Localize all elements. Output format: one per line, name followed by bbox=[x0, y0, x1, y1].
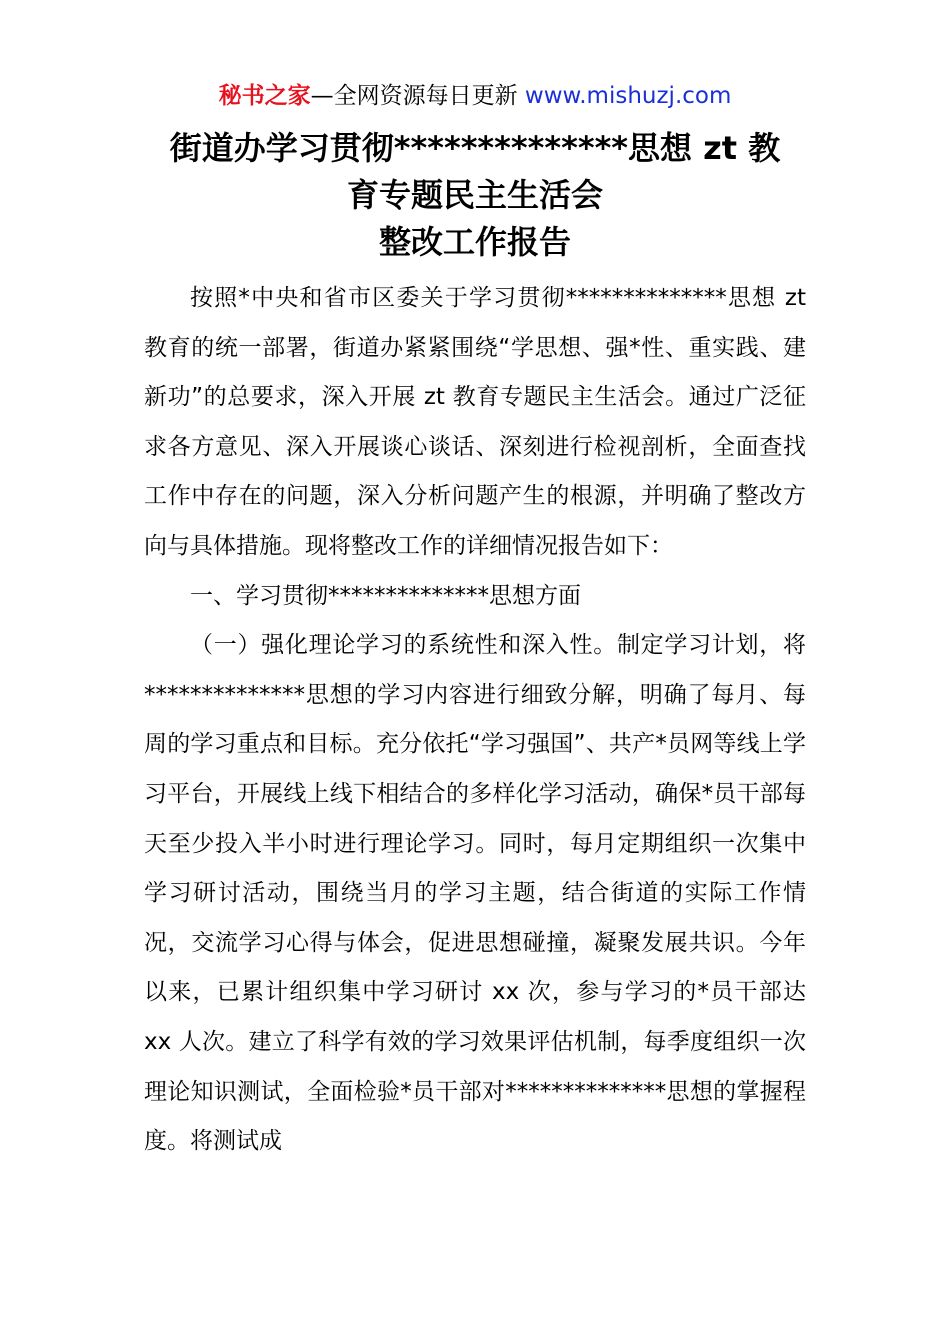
site-header bbox=[0, 80, 950, 112]
site-url-link[interactable]: www.mishuzj.com bbox=[524, 83, 732, 109]
brand-name: 秘书之家 bbox=[218, 83, 311, 109]
title-line-2: 育专题民主生活会 bbox=[346, 176, 603, 214]
document-body bbox=[144, 274, 806, 1167]
title-line-3: 整改工作报告 bbox=[378, 223, 571, 261]
header-tagline: —全网资源每日更新 bbox=[310, 83, 525, 109]
document-title bbox=[140, 125, 810, 266]
title-line-1: 街道办学习贯彻**************思想 zt 教 bbox=[169, 129, 781, 167]
section-heading-1: 一、学习贯彻**************思想方面 bbox=[190, 582, 581, 609]
intro-paragraph: 按照*中央和省市区委关于学习贯彻**************思想 zt 教育的统一部署，街道办紧紧围绕“学思想、强*性、重实践、建新功”的总要求，深入开展 zt 教育专题民主生活会。通过广泛征求各方意见、深入开展谈心谈话、深刻进行检视剖析，全面查找工作中存在的问题，深入分析问题产生的根源，并明确了整改方向与具体措施。现将整改工作的详细情况报告如下： bbox=[144, 285, 806, 559]
subsection-paragraph-1: （一）强化理论学习的系统性和深入性。制定学习计划，将**************思想的学习内容进行细致分解，明确了每月、每周的学习重点和目标。充分依托“学习强国”、共产*员网等线上学习平台，开展线上线下相结合的多样化学习活动，确保*员干部每天至少投入半小时进行理论学习。同时，每月定期组织一次集中学习研讨活动，围绕当月的学习主题，结合街道的实际工作情况，交流学习心得与体会，促进思想碰撞，凝聚发展共识。今年以来，已累计组织集中学习研讨 xx 次，参与学习的*员干部达 xx 人次。建立了科学有效的学习效果评估机制，每季度组织一次理论知识测试，全面检验*员干部对**************思想的掌握程度。将测试成 bbox=[144, 632, 806, 1155]
